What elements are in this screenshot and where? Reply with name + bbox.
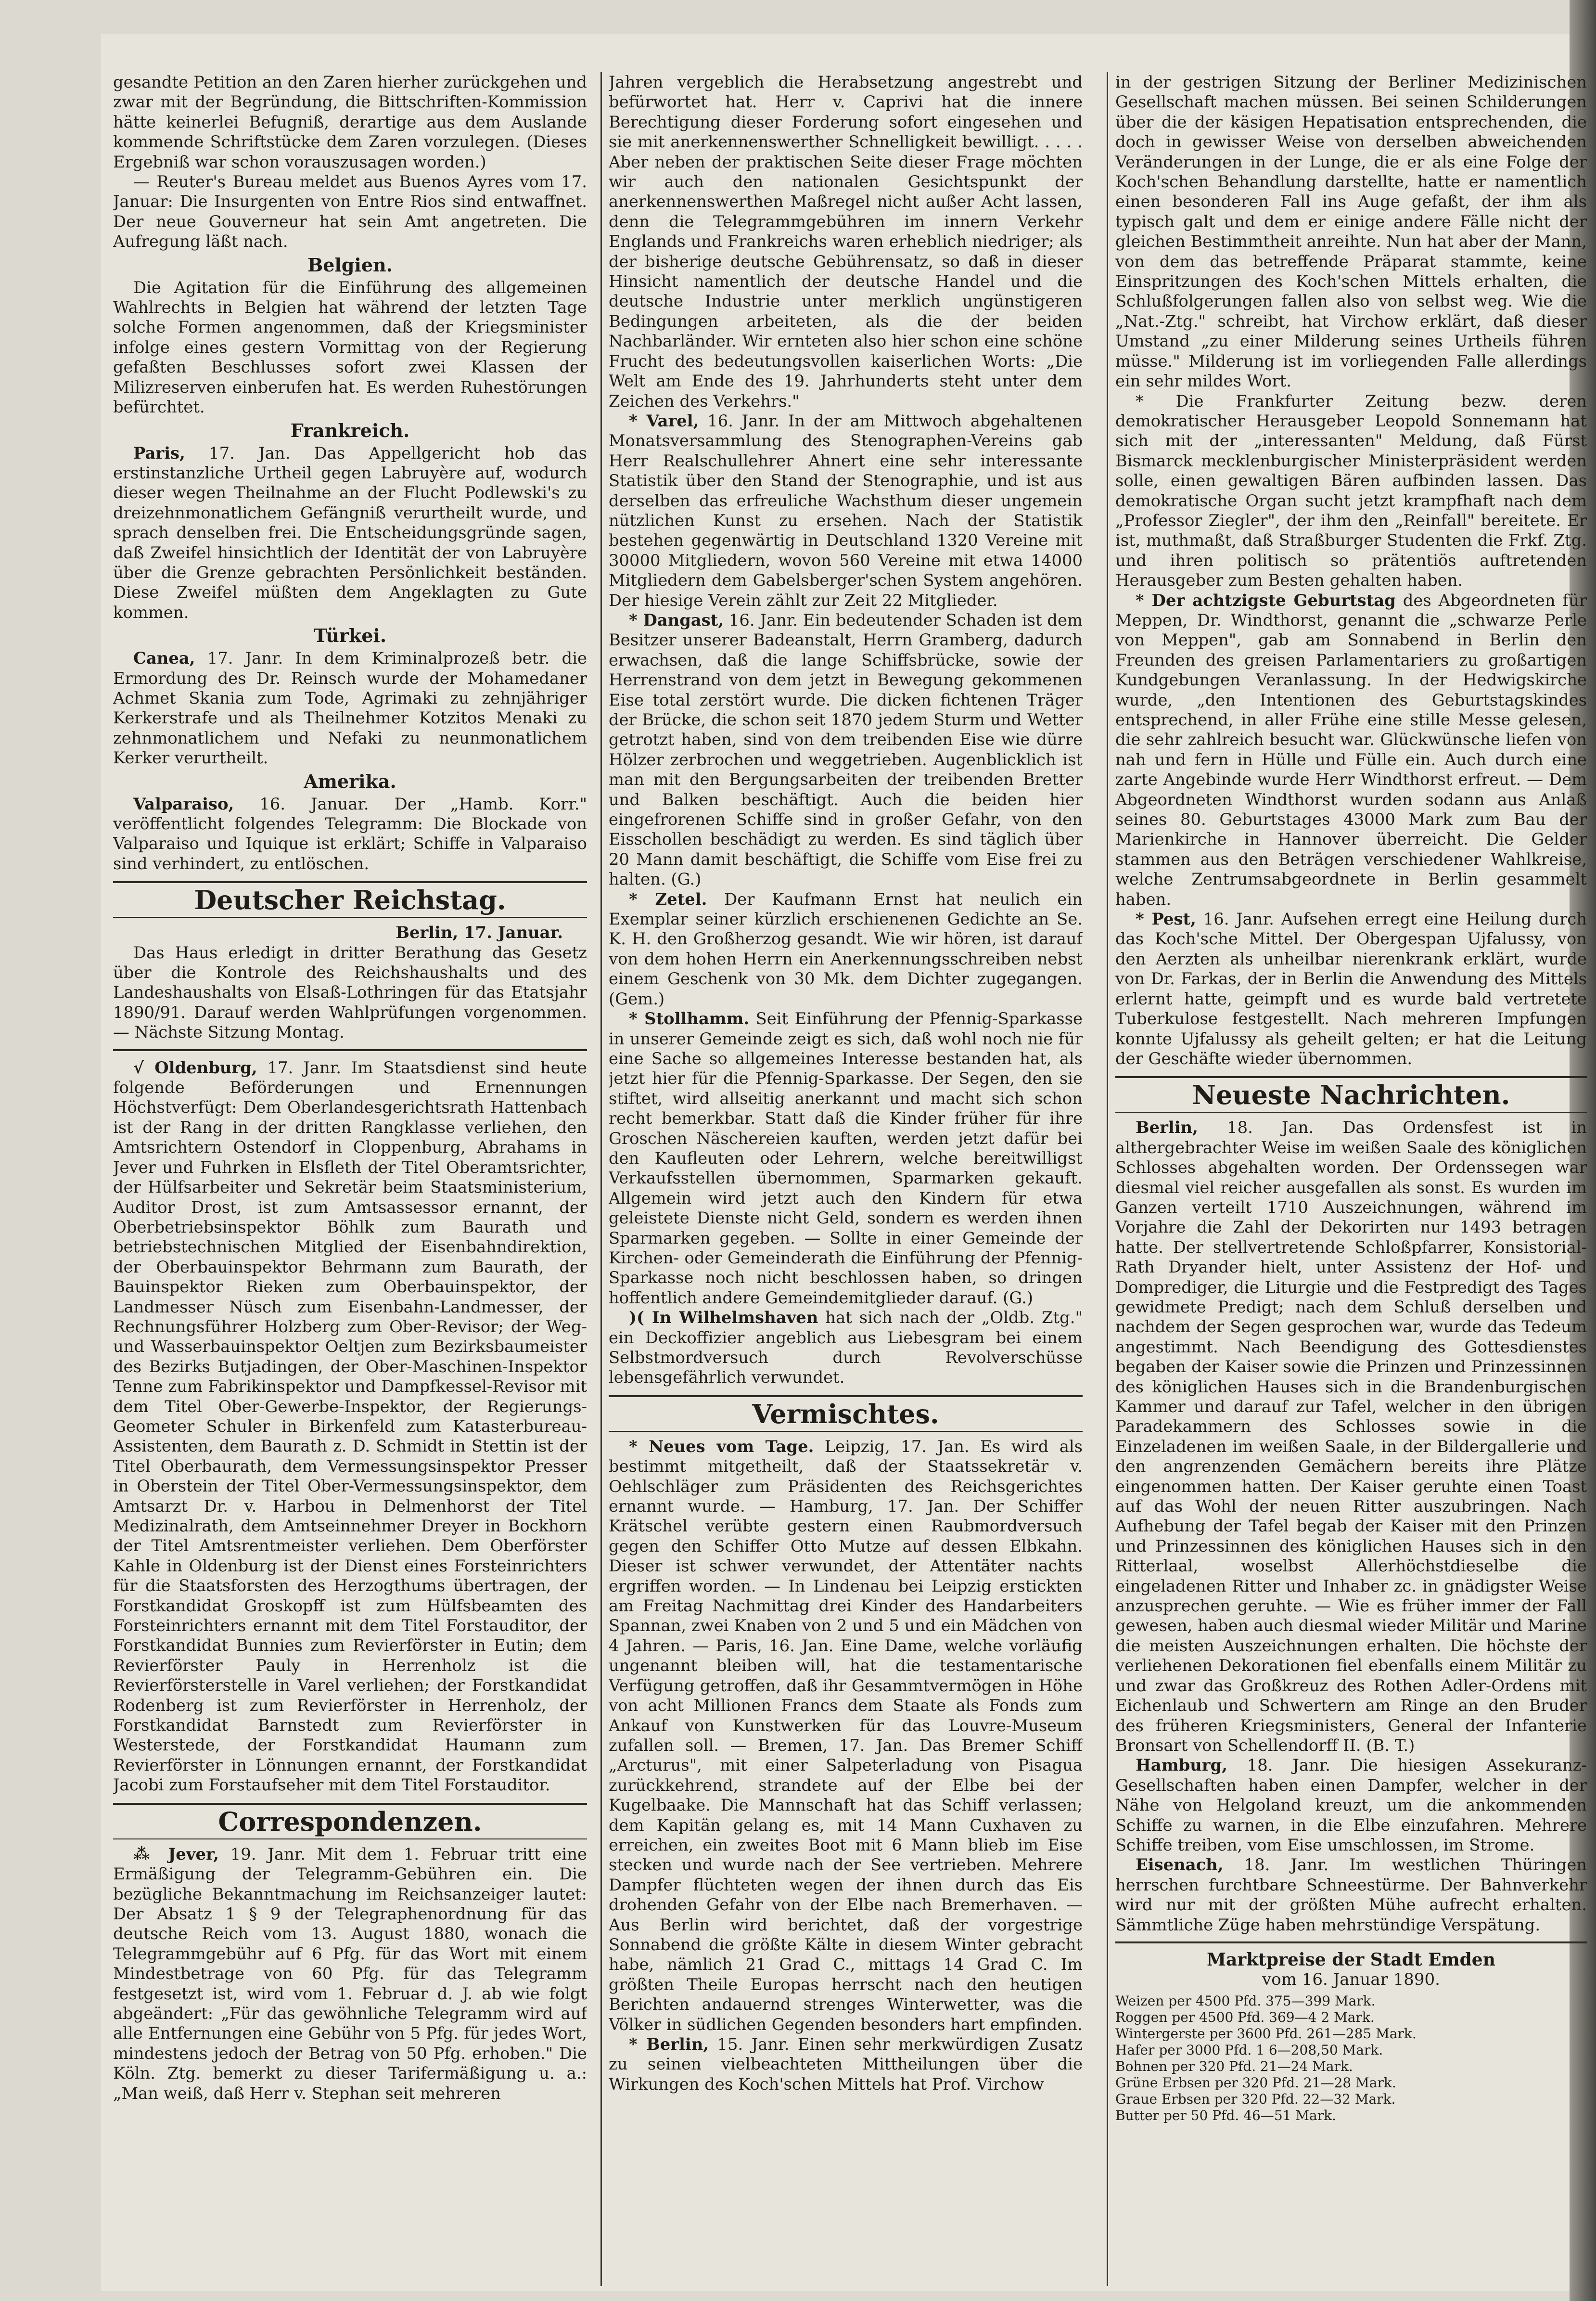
section-heading-tuerkei: Türkei. bbox=[313, 625, 387, 647]
article-paragraph bbox=[1115, 909, 1587, 1068]
article-text: 15. Janr. Einen sehr merkwürdigen Zusatz zu seinen vielbeachteten Mittheilungen über die Wirkungen des Koch'schen Mittels hat Prof. Virchow bbox=[609, 2035, 1083, 2094]
dateline: ⁂ Jever, bbox=[133, 1844, 219, 1864]
dateline: Canea, bbox=[133, 648, 195, 668]
article-text: 16. Janr. Ein bedeutender Schaden ist dem Besitzer unserer Badeanstalt, Herrn Gramberg, dadurch erwachsen, daß die lange Schiffsbrücke, sowie der Herrenstrand von dem jetzt in Bewegung gekommenen Eise total zerstört wurde. Die dicken fichtenen Träger der Brücke, die schon seit 1870 jedem Sturm und Wetter getrotzt haben, sind von dem treibenden Eise wie dürre Hölzer zerbrochen und weggetrieben. Augenblicklich ist man mit den Bergungsarbeiten der treibenden Bretter und Balken beschäftigt. Auch die beiden hier eingefrorenen Schiffe sind in großer Gefahr, von den Eisschollen beschädigt zu werden. Es sind täglich über 20 Mann damit beschäftigt, die Schiffe vom Eise frei zu halten. (G.) bbox=[609, 610, 1083, 889]
column-rule bbox=[1107, 72, 1108, 2286]
dateline: )( In Wilhelmshaven bbox=[629, 1308, 818, 1327]
horizontal-rule bbox=[1115, 1941, 1587, 1943]
article-paragraph bbox=[609, 2034, 1083, 2094]
market-prices-title: Marktpreise der Stadt Emden bbox=[1207, 1949, 1495, 1970]
market-prices-date: vom 16. Januar 1890. bbox=[1262, 1970, 1440, 1990]
market-row: Grüne Erbsen per 320 Pfd. 21—28 Mark. bbox=[1115, 2074, 1396, 2091]
section-heading-correspondenzen: Correspondenzen. bbox=[113, 1803, 587, 1839]
article-paragraph bbox=[1115, 1755, 1587, 1855]
dateline: * Zetel. bbox=[629, 889, 707, 909]
market-prices-list bbox=[1115, 1993, 1587, 2124]
column-1 bbox=[113, 72, 587, 2286]
dateline: Berlin, 17. Januar. bbox=[396, 923, 563, 942]
dateline: Valparaiso, bbox=[133, 794, 234, 813]
article-paragraph: — Reuter's Bureau meldet aus Buenos Ayres vom 17. Januar: Die Insurgenten von Entre Rios sind entwaffnet. Der neue Gouverneur hat sein Amt angetreten. Die Aufregung läßt nach. bbox=[113, 172, 587, 251]
market-row: Wintergerste per 3600 Pfd. 261—285 Mark. bbox=[1115, 2025, 1417, 2042]
dateline: Berlin, bbox=[1136, 1118, 1198, 1137]
dateline: √ Oldenburg, bbox=[133, 1057, 257, 1077]
horizontal-rule bbox=[113, 1049, 587, 1051]
market-row: Weizen per 4500 Pfd. 375—399 Mark. bbox=[1115, 1992, 1376, 2009]
article-text: 18. Janr. Im westlichen Thüringen herrschen furchtbare Schneestürme. Der Bahnverkehr wird nur mit der größten Mühe aufrecht erhalten. Sämmtliche Züge haben mehrstündige Verspätung. bbox=[1115, 1855, 1587, 1934]
article-text: hat sich nach der „Oldb. Ztg." ein Deckoffizier angeblich aus Liebesgram bei einem Selbstmordversuch durch Revolverschüsse lebensgefährlich verwundet. bbox=[609, 1308, 1083, 1387]
dateline: * Varel, bbox=[629, 411, 699, 430]
section-heading-frankreich: Frankreich. bbox=[290, 419, 410, 441]
market-row: Graue Erbsen per 320 Pfd. 22—32 Mark. bbox=[1115, 2091, 1396, 2107]
article-text: Leipzig, 17. Jan. Es wird als bestimmt mitgetheilt, daß der Staatssekretär v. Oehlschläger zum Präsidenten des Reichsgerichtes ernannt wurde. — Hamburg, 17. Jan. Der Schiffer Krätschel verübte gestern einen Raubmordversuch gegen den Schiffer Otto Mutze auf dessen Elbkahn. Dieser ist schwer verwundet, der Attentäter nachts ergriffen worden. — In Lindenau bei Leipzig erstickten am Freitag Nachmittag drei Kinder des Handarbeiters Spannan, zwei Knaben von 2 und 5 und ein Mädchen von 4 Jahren. — Paris, 16. Jan. Eine Dame, welche vorläufig ungenannt bleiben will, hat die testamentarische Verfügung getroffen, daß ihr Gesammtvermögen in Höhe von acht Millionen Francs dem Staate als Fonds zum Ankauf von Kunstwerken für das Louvre-Museum zufallen soll. — Bremen, 17. Jan. Das Bremer Schiff „Arcturus", mit einer Salpeterladung von Pisagua zurückkehrend, strandete auf der Elbe bei der Kugelbaake. Die Mannschaft hat das Schiff verlassen; dem Kapitän gelang es, mit 14 Mann Cuxhaven zu erreichen, ein zweites Boot mit 6 Mann blieb im Eise stecken und wurde nach der See vertrieben. Mehrere Dampfer flüchteten wegen der ihnen durch das Eis drohenden Gefahr von der Elbe nach Bremerhaven. — Aus Berlin wird berichtet, daß der vorgestrige Sonnabend die größte Kälte in diesem Winter gebracht habe, nämlich 21 Grad C., mittags 14 Grad C. Im größten Theile Europas herrscht nach den heutigen Berichten andauernd strenges Winterwetter, was die Völker in südlichen Gegenden besonders hart empfinden. bbox=[609, 1437, 1083, 2034]
dateline: Hamburg, bbox=[1136, 1755, 1227, 1775]
article-paragraph bbox=[1115, 1118, 1587, 1755]
article-text: 16. Januar. Der „Hamb. Korr." veröffentlicht folgendes Telegramm: Die Blockade von Valparaiso und Iquique ist erklärt; Schiffe in Valparaiso sind verhindert, zu entlöschen. bbox=[113, 794, 587, 873]
article-text: des Abgeordneten für Meppen, Dr. Windthorst, genannt die „schwarze Perle von Meppen", gab am Sonnabend in Berlin den Freunden des greisen Parlamentariers zu großartigen Kundgebungen Veranlassung. In der Hedwigskirche wurde, „den Intentionen des Geburtstagskindes entsprechend, in aller Frühe eine stille Messe gelesen, die sehr zahlreich besucht war. Glückwünsche liefen von nah und fern in Hülle und Fülle ein. Auch durch eine zarte Angebinde wurde Herr Windthorst erfreut. — Dem Abgeordneten Windthorst wurden sodann aus Anlaß seines 80. Geburtstages 43000 Mark zum Bau der Marienkirche in Hannover überreicht. Die Gelder stammen aus den Beträgen verschiedener Wahlkreise, welche Zentrumsabgeordnete in Berlin gesammelt haben. bbox=[1115, 591, 1587, 909]
section-heading-neueste-nachrichten: Neueste Nachrichten. bbox=[1115, 1076, 1587, 1113]
dateline: * Stollhamm. bbox=[629, 1009, 750, 1028]
article-paragraph: in der gestrigen Sitzung der Berliner Medizinischen Gesellschaft machen müssen. Bei seinen Schilderungen über die der käsigen Hepatisation entsprechenden, die doch in gewisser Weise von derselben abweichenden Veränderungen in der Lunge, die er als eine Folge der Koch'schen Behandlung darstellte, hatte er namentlich einen besonderen Fall ins Auge gefaßt, der ihm als typisch galt und dem er einige andere Fälle nicht der gleichen Bestimmtheit anreihte. Nun hat aber der Mann, von dem das betreffende Präparat stammte, keine Einspritzungen des Koch'schen Mittels erhalten, die Schlußfolgerungen fallen also von selbst weg. Wie die „Nat.-Ztg." schreibt, hat Virchow erklärt, daß dieser Umstand „zu einer Milderung seines Urtheils führen müsse." Milderung ist im vorliegenden Falle allerdings ein sehr mildes Wort. bbox=[1115, 73, 1587, 391]
article-paragraph: * Die Frankfurter Zeitung bezw. deren demokratischer Herausgeber Leopold Sonnemann hat sich mit der „interessanten" Meldung, daß Fürst Bismarck mecklenburgischer Ministerpräsident werden solle, einen gewaltigen Bären aufbinden lassen. Das demokratische Organ sucht jetzt krampfhaft nach dem „Professor Ziegler", der ihm den „Reinfall" bereitete. Er ist, muthmaßt, daß Straßburger Studenten die Frkf. Ztg. und ihren politisch so prätentiös auftretenden Herausgeber zum Besten gehalten haben. bbox=[1115, 391, 1587, 590]
section-heading-reichstag: Deutscher Reichstag. bbox=[113, 881, 587, 918]
article-paragraph bbox=[113, 1058, 587, 1795]
article-text: Der Kaufmann Ernst hat neulich ein Exemplar seiner kürzlich erschienenen Gedichte an Se. K. H. den Großherzog gesandt. Wie wir hören, ist darauf von dem hohen Herrn ein Anerkennungsschreiben nebst einem Geschenk von 30 Mk. dem Dichter zugegangen. (Gem.) bbox=[609, 889, 1083, 1008]
column-3 bbox=[1115, 72, 1587, 2286]
market-row: Hafer per 3000 Pfd. 1 6—208,50 Mark. bbox=[1115, 2042, 1383, 2058]
market-row: Bohnen per 320 Pfd. 21—24 Mark. bbox=[1115, 2058, 1353, 2074]
article-paragraph bbox=[1115, 591, 1587, 910]
dateline: Eisenach, bbox=[1136, 1855, 1224, 1875]
article-text: 17. Jan. Das Appellgericht hob das erstinstanzliche Urtheil gegen Labruyère auf, wodurch dieser wegen Theilnahme an der Flucht Podlewski's zu dreizehnmonatlichem Gefängniß verurtheilt wurde, und sprach denselben frei. Die Entscheidungsgründe sagen, daß Zweifel hinsichtlich der Identität der von Labruyère über die Grenze gebrachten Persönlichkeit beständen. Diese Zweifel müßten dem Angeklagten zu Gute kommen. bbox=[113, 443, 587, 622]
market-row: Roggen per 4500 Pfd. 369—4 2 Mark. bbox=[1115, 2009, 1375, 2025]
column-2 bbox=[609, 72, 1083, 2286]
section-heading-belgien: Belgien. bbox=[307, 254, 393, 276]
section-heading-vermischtes: Vermischtes. bbox=[609, 1395, 1083, 1432]
article-paragraph bbox=[113, 443, 587, 623]
article-paragraph bbox=[609, 889, 1083, 1009]
article-text: 17. Janr. In dem Kriminalprozeß betr. die Ermordung des Dr. Reinsch wurde der Mohamedaner Achmet Skania zum Tode, Agrimaki zu zehnjähriger Kerkerstrafe und als Theilnehmer Kotzitos Menaki zu zehnmonatlichem und Nefaki zu neunmonatlichem Kerker verurtheilt. bbox=[113, 649, 587, 768]
article-text: Seit Einführung der Pfennig-Sparkasse in unserer Gemeinde zeigt es sich, daß wohl noch nie für eine Sache so allgemeines Interesse bestanden hat, als jetzt hier für die Pfennig-Sparkasse. Der Segen, den sie stiftet, wird allseitig anerkannt und macht sich schon recht bemerkbar. Statt daß die Kinder früher für ihre Groschen Näschereien kauften, werden jetzt dafür bei den Kaufleuten oder Lehrern, welche bereitwilligst Verkaufsstellen übernommen, Sparmarken gekauft. Allgemein wird jetzt auch den Kindern für etwa geleistete Dienste nicht Geld, sondern es werden ihnen Sparmarken gegeben. — Sollte in einer Gemeinde der Kirchen- oder Gemeinderath die Einführung der Pfennig-Sparkasse noch nicht beschlossen haben, so dringen hoffentlich andere Gemeindemitglieder darauf. (G.) bbox=[609, 1009, 1083, 1307]
dateline: * Dangast, bbox=[629, 610, 724, 630]
article-text: 17. Janr. Im Staatsdienst sind heute folgende Beförderungen und Ernennungen Höchstverfügt: Dem Oberlandesgerichtsrath Hattenbach ist der Rang in der dritten Rangklasse verliehen, den Amtsrichtern Ostendorf in Cloppenburg, Abrahams in Jever und Fuhrken in Elsfleth der Titel Oberamtsrichter, der Hülfsarbeiter und Sekretär beim Staatsministerium, Auditor Drost, ist zum Amtsassessor ernannt, der Oberbetriebsinspektor Böhlk zum Baurath und betriebstechnischen Mitglied der Eisenbahndirektion, der Oberbauinspektor Behrmann zum Baurath, der Bauinspektor Rieken zum Oberbauinspektor, der Landmesser Nüsch zum Eisenbahn-Landmesser, der Rechnungsführer Holzberg zum Ober-Revisor; der Weg- und Wasserbauinspektor Oeltjen zum Bezirksbaumeister des Bezirks Butjadingen, der Ober-Maschinen-Inspektor Tenne zum Fabrikinspektor und Dampfkessel-Revisor mit dem Titel Ober-Gewerbe-Inspektor, der Regierungs-Geometer Schuler in Birkenfeld zum Katasterbureau-Assistenten, dem Baurath z. D. Schmidt in Stettin ist der Titel Oberbaurath, dem Vermessungsinspektor Presser in Oberstein der Titel Ober-Vermessungsinspektor, dem Amtsarzt Dr. v. Harbou in Delmenhorst der Titel Medizinalrath, dem Amtseinnehmer Dreyer in Bockhorn der Titel Amtsrentmeister verliehen. Dem Oberförster Kahle in Oldenburg ist der Dienst eines Forsteinrichters für die Staatsforsten des Herzogthums übertragen, der Forstkandidat Groskopff ist zum Hülfsbeamten des Forsteinrichters ernannt mit dem Titel Forstauditor, der Forstkandidat Bunnies zum Revierförster in Eutin; dem Revierförster Pauly in Herrenholz ist die Revierförsterstelle in Varel verliehen; der Forstkandidat Rodenberg ist zum Revierförster in Herrenholz, der Forstkandidat Barnstedt zum Revierförster in Westerstede, der Forstkandidat Haumann zum Revierförster in Lönnungen ernannt, der Forstkandidat Jacobi zum Forstaufseher mit dem Titel Forstauditor. bbox=[113, 1058, 587, 1795]
article-paragraph bbox=[609, 1009, 1083, 1308]
article-paragraph bbox=[113, 1844, 587, 2103]
article-text: 18. Jan. Das Ordensfest ist in althergebrachter Weise im weißen Saale des königlichen Schlosses abgehalten worden. Der Ordenssegen war diesmal viel reicher ausgefallen als sonst. Es wurden im Ganzen verteilt 1710 Auszeichnungen, während im Vorjahre die Zahl der Dekorirten nur 1493 betragen hatte. Der stellvertretende Schloßpfarrer, Konsistorial-Rath Dryander hielt, unter Assistenz der Hof- und Domprediger, die Liturgie und die Festpredigt des Tages gewidmete Predigt; nach dem Schluß derselben und nachdem der Segen gesprochen war, wurde das Tedeum angestimmt. Nach Beendigung des Gottesdienstes begaben der Kaiser sowie die Prinzen und Prinzessinnen des königlichen Hauses sich in die Brandenburgischen Kammer und darauf zur Tafel, welcher in den übrigen Paradekammern des Schlosses sowie in die Einzeladenen im weißen Saale, in der Bildergallerie und den angrenzenden Gemächern bereits ihre Plätze eingenommen hatten. Der Kaiser geruhte einen Toast auf das Wohl der neuen Ritter auszubringen. Nach Aufhebung der Tafel begab der Kaiser mit den Prinzen und Prinzessinnen des königlichen Hauses sich in den Ritterlaal, woselbst Allerhöchstdieselbe die eingeladenen Ritter und Inhaber zc. in gnädigster Weise anzusprechen geruhte. — Wie es früher immer der Fall gewesen, haben auch diesmal wieder Militär und Marine die meisten Auszeichnungen erhalten. Die höchste der verliehenen Dekorationen fiel ebenfalls einem Militär zu und zwar das Großkreuz des Rothen Adler-Ordens mit Eichenlaub und Schwertern am Ringe an den Bruder des früheren Kriegsministers, General der Infanterie Bronsart von Schellendorff II. (B. T.) bbox=[1115, 1118, 1587, 1755]
article-paragraph: Jahren vergeblich die Herabsetzung angestrebt und befürwortet hat. Herr v. Caprivi hat die innere Berechtigung dieser Forderung sofort eingesehen und sie mit anerkennenswerther Schnelligkeit bewilligt. . . . . Aber neben der praktischen Seite dieser Frage möchten wir auch den nationalen Gesichtspunkt der anerkennenswerthen Maßregel nicht außer Acht lassen, denn die Telegrammgebühren im innern Verkehr Englands und Frankreichs waren erheblich niedriger; als der bisherige deutsche Gebührensatz, so daß in dieser Hinsicht namentlich der deutsche Handel und die deutsche Industrie unter merklich ungünstigeren Bedingungen arbeiteten, als die der beiden Nachbarländer. Wir ernteten also hier schon eine schöne Frucht des bedeutungsvollen kaiserlichen Worts: „Die Welt am Ende des 19. Jahrhunderts steht unter dem Zeichen des Verkehrs." bbox=[609, 73, 1083, 411]
article-paragraph bbox=[609, 1437, 1083, 2034]
article-text: 18. Janr. Die hiesigen Assekuranz-Gesellschaften haben einen Dampfer, welcher in der Nähe von Helgoland kreuzt, um die ankommenden Schiffe zu warnen, in die Elbe einzufahren. Mehrere Schiffe treiben, vom Eise umschlossen, im Strome. bbox=[1115, 1756, 1587, 1854]
section-heading-amerika: Amerika. bbox=[304, 770, 396, 792]
article-text: 16. Janr. In der am Mittwoch abgehaltenen Monatsversammlung des Stenographen-Vereins gab Herr Realschullehrer Ahnert eine sehr interessante Statistik über den Stand der Stenographie, und ist aus derselben das erfreuliche Wachsthum dieser ungemein nützlichen Kunst zu ersehen. Nach der Statistik bestehen gegenwärtig in Deutschland 1320 Vereine mit 30000 Mitgliedern, wovon 560 Vereine mit etwa 14000 Mitgliedern dem Gabelsberger'schen System angehören. Der hiesige Verein zählt zur Zeit 22 Mitglieder. bbox=[609, 411, 1083, 610]
article-paragraph bbox=[609, 610, 1083, 889]
dateline: * Neues vom Tage. bbox=[629, 1436, 814, 1456]
dateline: * Berlin, bbox=[629, 2034, 709, 2054]
article-paragraph: Die Agitation für die Einführung des allgemeinen Wahlrechts in Belgien hat während der letzten Tage solche Formen angenommen, daß der Kriegsminister infolge eines gestern Vormittag von der Regierung gefaßten Beschlusses sofort zwei Klassen der Milizreserven einberufen hat. Es werden Ruhestörungen befürchtet. bbox=[113, 278, 587, 417]
article-text: 19. Janr. Mit dem 1. Februar tritt eine Ermäßigung der Telegramm-Gebühren ein. Die bezügliche Bekanntmachung im Reichsanzeiger lautet: Der Absatz 1 § 9 der Telegraphenordnung für das deutsche Reich vom 13. August 1880, wonach die Telegrammgebühr auf 6 Pfg. für das Wort mit einem Mindestbetrage von 60 Pfg. für das Telegramm festgesetzt ist, wird vom 1. Februar d. J. ab wie folgt abgeändert: „Für das gewöhnliche Telegramm wird auf alle Entfernungen eine Gebühr von 5 Pfg. für jedes Wort, mindestens jedoch der Betrag von 50 Pfg. erhoben." Die Köln. Ztg. bemerkt zu dieser Tarifermäßigung u. a.: „Man weiß, daß Herr v. Stephan seit mehreren bbox=[113, 1844, 587, 2103]
article-paragraph bbox=[609, 1308, 1083, 1388]
article-paragraph bbox=[1115, 1855, 1587, 1935]
article-text: 16. Janr. Aufsehen erregt eine Heilung durch das Koch'sche Mittel. Der Obergespan Ujfalussy, von den Aerzten als unheilbar nierenkrank erklärt, wurde von Dr. Farkas, der in Berlin die Anwendung des Mittels erlernt hatte, geimpft und es wurde bald vertretete Tuberkulose festgestellt. Nach mehreren Impfungen konnte Ujfalussy als geheilt gelten; er hat die Leitung der Geschäfte wieder übernommen. bbox=[1115, 910, 1587, 1068]
dateline: Paris, bbox=[133, 443, 185, 463]
article-paragraph bbox=[609, 411, 1083, 610]
article-paragraph bbox=[113, 648, 587, 768]
article-paragraph: gesandte Petition an den Zaren hierher zurückgehen und zwar mit der Begründung, die Bittschriften-Kommission hätte keinerlei Befugniß, derartige aus dem Auslande kommende Schriftstücke dem Zaren vorzulegen. (Dieses Ergebniß war schon vorauszusagen worden.) bbox=[113, 73, 587, 171]
column-rule bbox=[600, 72, 602, 2286]
article-paragraph: Das Haus erledigt in dritter Berathung das Gesetz über die Kontrole des Reichshaushalts und des Landeshaushalts von Elsaß-Lothringen für das Etatsjahr 1890/91. Darauf werden Wahlprüfungen vorgenommen. — Nächste Sitzung Montag. bbox=[113, 943, 587, 1042]
market-row: Butter per 50 Pfd. 46—51 Mark. bbox=[1115, 2107, 1336, 2123]
dateline: * Pest, bbox=[1136, 909, 1196, 929]
dateline: * Der achtzigste Geburtstag bbox=[1136, 590, 1396, 610]
article-paragraph bbox=[113, 794, 587, 874]
